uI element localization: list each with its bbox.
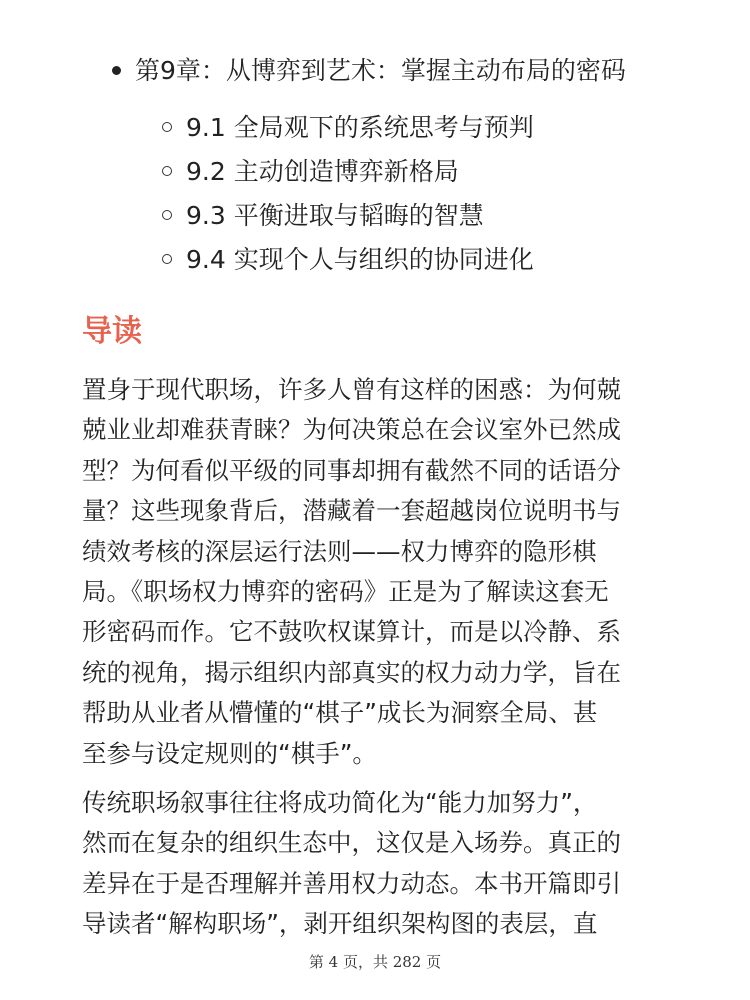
toc-section[interactable] bbox=[162, 153, 459, 191]
toc-section-title: 9.3 平衡进取与韬晦的智慧 bbox=[186, 201, 484, 230]
circle-bullet-icon bbox=[162, 210, 172, 220]
toc-section[interactable] bbox=[162, 241, 534, 279]
paragraph bbox=[82, 783, 672, 945]
paragraph-line: 形密码而作。它不鼓吹权谋算计，而是以冷静、系 bbox=[82, 617, 621, 647]
paragraph bbox=[82, 370, 672, 774]
toc-chapter[interactable] bbox=[112, 52, 626, 90]
circle-bullet-icon bbox=[162, 166, 172, 176]
toc-section-title: 9.2 主动创造博弈新格局 bbox=[186, 157, 459, 186]
toc-section-title: 9.1 全局观下的系统思考与预判 bbox=[186, 113, 534, 142]
paragraph-line: 置身于现代职场，许多人曾有这样的困惑：为何兢 bbox=[82, 375, 621, 404]
bullet-icon bbox=[112, 66, 121, 75]
paragraph-line: 型？为何看似平级的同事却拥有截然不同的话语分 bbox=[82, 455, 621, 485]
paragraph-line: 量？这些现象背后，潜藏着一套超越岗位说明书与 bbox=[82, 496, 621, 526]
toc-chapter-title: 第9章：从博弈到艺术：掌握主动布局的密码 bbox=[135, 56, 626, 85]
toc-section[interactable] bbox=[162, 109, 534, 147]
section-heading: 导读 bbox=[82, 314, 142, 349]
paragraph-line: 导读者“解构职场”，剥开组织架构图的表层，直 bbox=[82, 909, 598, 939]
paragraph-line: 传统职场叙事往往将成功简化为“能力加努力”， bbox=[82, 788, 598, 817]
paragraph-line: 局。《职场权力博弈的密码》正是为了解读这套无 bbox=[82, 577, 609, 607]
paragraph-line: 至参与设定规则的“棋手”。 bbox=[82, 738, 377, 768]
paragraph-line: 兢业业却难获青睐？为何决策总在会议室外已然成 bbox=[82, 415, 621, 445]
paragraph-line: 帮助从业者从懵懂的“棋子”成长为洞察全局、甚 bbox=[82, 698, 598, 728]
page-number: 第 4 页，共 282 页 bbox=[308, 953, 442, 971]
paragraph-line: 差异在于是否理解并善用权力动态。本书开篇即引 bbox=[82, 868, 621, 898]
paragraph-line: 绩效考核的深层运行法则——权力博弈的隐形棋 bbox=[82, 536, 597, 566]
circle-bullet-icon bbox=[162, 122, 172, 132]
paragraph-line: 然而在复杂的组织生态中，这仅是入场券。真正的 bbox=[82, 828, 621, 858]
circle-bullet-icon bbox=[162, 254, 172, 264]
toc-section-title: 9.4 实现个人与组织的协同进化 bbox=[186, 245, 534, 274]
toc-section[interactable] bbox=[162, 197, 484, 235]
paragraph-line: 统的视角，揭示组织内部真实的权力动力学，旨在 bbox=[82, 657, 621, 687]
